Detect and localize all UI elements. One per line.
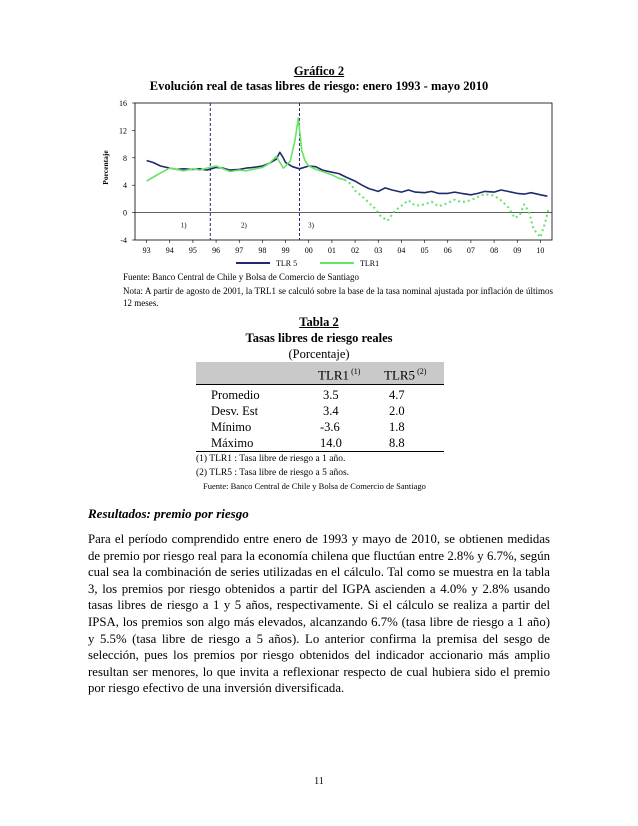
x-tick-label: 08 (490, 246, 499, 255)
table-label: Tabla 2 (299, 315, 339, 329)
chart-source: Fuente: Banco Central de Chile y Bolsa de Comercio de Santiago (123, 272, 359, 282)
table-cell: -3.6 (320, 420, 340, 434)
table-header-rule (196, 384, 444, 385)
legend-label-tlr5: TLR 5 (276, 259, 298, 268)
period-label: 2) (240, 221, 247, 230)
x-tick-label: 93 (142, 246, 151, 255)
y-tick-label: 4 (123, 181, 127, 191)
table-cell: 8.8 (389, 436, 405, 450)
section-heading: Resultados: premio por riesgo (88, 506, 249, 521)
y-tick-label: 16 (119, 99, 127, 108)
chart-title: Evolución real de tasas libres de riesgo: enero 1993 - mayo 2010 (149, 79, 489, 93)
x-tick-label: 10 (536, 246, 545, 255)
x-tick-label: 02 (351, 246, 360, 255)
y-tick-label: -4 (120, 236, 127, 245)
chart-label: Gráfico 2 (293, 64, 345, 78)
table-cell: 2.0 (389, 404, 405, 418)
y-tick-label: 12 (119, 126, 127, 136)
line-chart (0, 0, 638, 275)
x-tick-label: 06 (443, 246, 452, 255)
table-note-2: (2) TLR5 : Tasa libre de riesgo a 5 años. (196, 468, 350, 478)
body-paragraph: Para el período comprendido entre enero de 1993 y mayo de 2010, se obtienen medidas de premio por riesgo real para la economía chilena que fluctúan entre 2.8% y 6.7%, según cual sea la combinación de series utilizadas en el cálculo. Tal como se muestra en la tabla 3, los premios por riesgo obtenidos a partir del IGPA ascienden a 4.0% y 2.8% usando tasas libres de riesgo a 1 y 5 años, respectivamente. Si el cálculo se realiza a partir del IPSA, los premios son algo más elevados, alcanzando 6.7% (tasa libre de riesgo a 1 año) y 5.5% (tasa libre de riesgo a 5 años). Lo anterior confirma la premisa del sesgo de selección, pues los premios por riesgo obtenidos del indicador accionario más amplio resultan ser menores, lo que invita a reflexionar respecto de cual hubiera sido el premio por riesgo efectivo de una inversión diversificada. (88, 532, 550, 696)
x-tick-label: 07 (466, 246, 475, 255)
x-tick-label: 04 (397, 246, 406, 255)
x-tick-label: 95 (188, 246, 197, 255)
table-row-label: Desv. Est (211, 404, 259, 418)
x-tick-label: 09 (513, 246, 522, 255)
x-tick-label: 03 (374, 246, 383, 255)
x-tick-label: 05 (420, 246, 429, 255)
x-tick-label: 00 (304, 246, 313, 255)
x-tick-label: 97 (235, 246, 244, 255)
x-tick-label: 94 (165, 246, 174, 255)
table-cell: 4.7 (389, 388, 405, 402)
table-title: Tasas libres de riesgo reales (245, 331, 393, 345)
x-tick-label: 01 (327, 246, 336, 255)
legend-label-tlr1: TLR1 (360, 259, 380, 268)
table-cell: 3.4 (323, 404, 339, 418)
table-col2-header: TLR5 $^{(2)}$ (384, 367, 427, 383)
chart-note: Nota: A partir de agosto de 2001, la TRL1 se calculó sobre la base de la tasa nominal ajustada por inflación de últimos 12 meses. (123, 286, 553, 308)
series-line-tlr5 (147, 152, 548, 196)
table-cell: 14.0 (320, 436, 342, 450)
period-label: 3) (308, 221, 314, 230)
plot-frame (135, 103, 552, 240)
table-row-label: Mínimo (211, 420, 252, 434)
table-cell: 1.8 (389, 420, 405, 434)
series-line-tlr1 (147, 118, 345, 181)
table-source: Fuente: Banco Central de Chile y Bolsa de Comercio de Santiago (203, 481, 426, 491)
table-note-1: (1) TLR1 : Tasa libre de riesgo a 1 año. (196, 454, 346, 464)
x-tick-label: 98 (258, 246, 267, 255)
x-tick-label: 96 (212, 246, 221, 255)
table-subtitle: (Porcentaje) (288, 347, 350, 361)
series-line-tlr1-dashed (345, 180, 549, 238)
table-row-label: Promedio (211, 388, 260, 402)
table-row-label: Máximo (211, 436, 254, 450)
table-col1-header: TLR1 $^{(1)}$ (318, 367, 361, 383)
y-tick-label: 8 (123, 153, 127, 163)
period-label: 1) (180, 221, 187, 230)
x-tick-label: 99 (281, 246, 290, 255)
table-bottom-rule (196, 451, 444, 452)
y-tick-label: 0 (123, 208, 127, 218)
y-axis-label: Porcentaje (101, 150, 110, 185)
table-cell: 3.5 (323, 388, 339, 402)
page-number: 11 (314, 776, 324, 787)
